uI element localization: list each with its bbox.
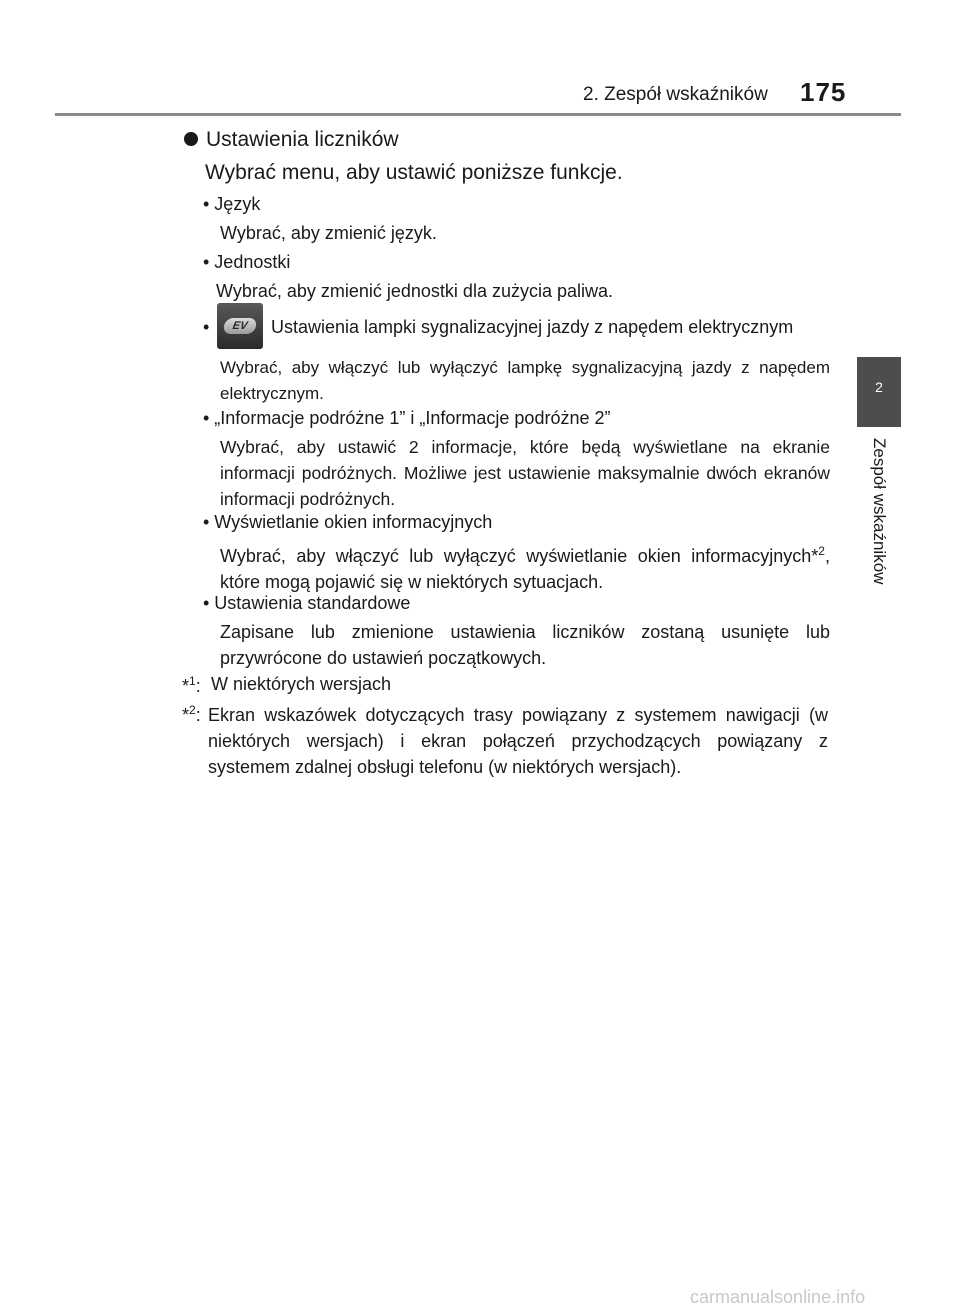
item-desc-language: Wybrać, aby zmienić język. [220, 223, 437, 243]
page-number: 175 [800, 77, 847, 107]
watermark: carmanualsonline.info [690, 1287, 866, 1307]
item-title-ev-indicator: Ustawienia lampki sygnalizacyjnej jazdy z napędem elektrycznym [271, 317, 794, 337]
item-desc-popup-display: Wybrać, aby włączyć lub wyłączyć wyświetlanie okien informacyjnych*$^2$, które mogą pojawić się w niektórych sytuacjach. [220, 544, 830, 592]
ev-indicator-icon [217, 303, 263, 349]
chapter-tab-label: Zespół wskaźników [870, 438, 889, 585]
section-heading [184, 128, 399, 152]
item-title-trip-info: • „Informacje podróżne 1” i „Informacje podróżne 2” [203, 408, 611, 428]
bullet-dot: • [203, 317, 210, 337]
bullet-circle-icon [184, 132, 198, 146]
item-title-default-settings: • Ustawienia standardowe [203, 593, 411, 613]
item-desc-ev-indicator: Wybrać, aby włączyć lub wyłączyć lampkę sygnalizacyjną jazdy z napędem elektrycznym. [220, 358, 830, 403]
item-title-language: • Język [203, 194, 261, 214]
footnote-2-marker: *$^2$: [182, 703, 201, 725]
footnote-2-text: Ekran wskazówek dotyczących trasy powiązany z systemem nawigacji (w niektórych wersjach) i ekran połączeń przychodzących powiązany z systemem zdalnej obsługi telefonu (w niektórych wersjach). [208, 705, 828, 777]
chapter-tab: 2 [857, 357, 901, 427]
ev-badge: EV [223, 318, 258, 334]
item-desc-trip-info: Wybrać, aby ustawić 2 informacje, które będą wyświetlane na ekranie informacji podróżnych. Możliwe jest ustawienie maksymalnie dwóch ekranów informacji podróżnych. [220, 437, 830, 509]
footnote-1-text: W niektórych wersjach [211, 674, 392, 694]
item-title-popup-display: • Wyświetlanie okien informacyjnych [203, 512, 493, 532]
header-rule [55, 113, 901, 116]
item-desc-units: Wybrać, aby zmienić jednostki dla zużycia paliwa. [216, 281, 614, 301]
section-heading-text: Ustawienia liczników [206, 128, 399, 151]
item-title-units: • Jednostki [203, 252, 291, 272]
footnote-1-marker: *$^1$: [182, 674, 201, 696]
section-intro: Wybrać menu, aby ustawić poniższe funkcje. [205, 161, 623, 184]
header-title: 2. Zespół wskaźników [583, 84, 768, 105]
item-desc-default-settings: Zapisane lub zmienione ustawienia liczników zostaną usunięte lub przywrócone do ustawień początkowych. [220, 622, 830, 668]
